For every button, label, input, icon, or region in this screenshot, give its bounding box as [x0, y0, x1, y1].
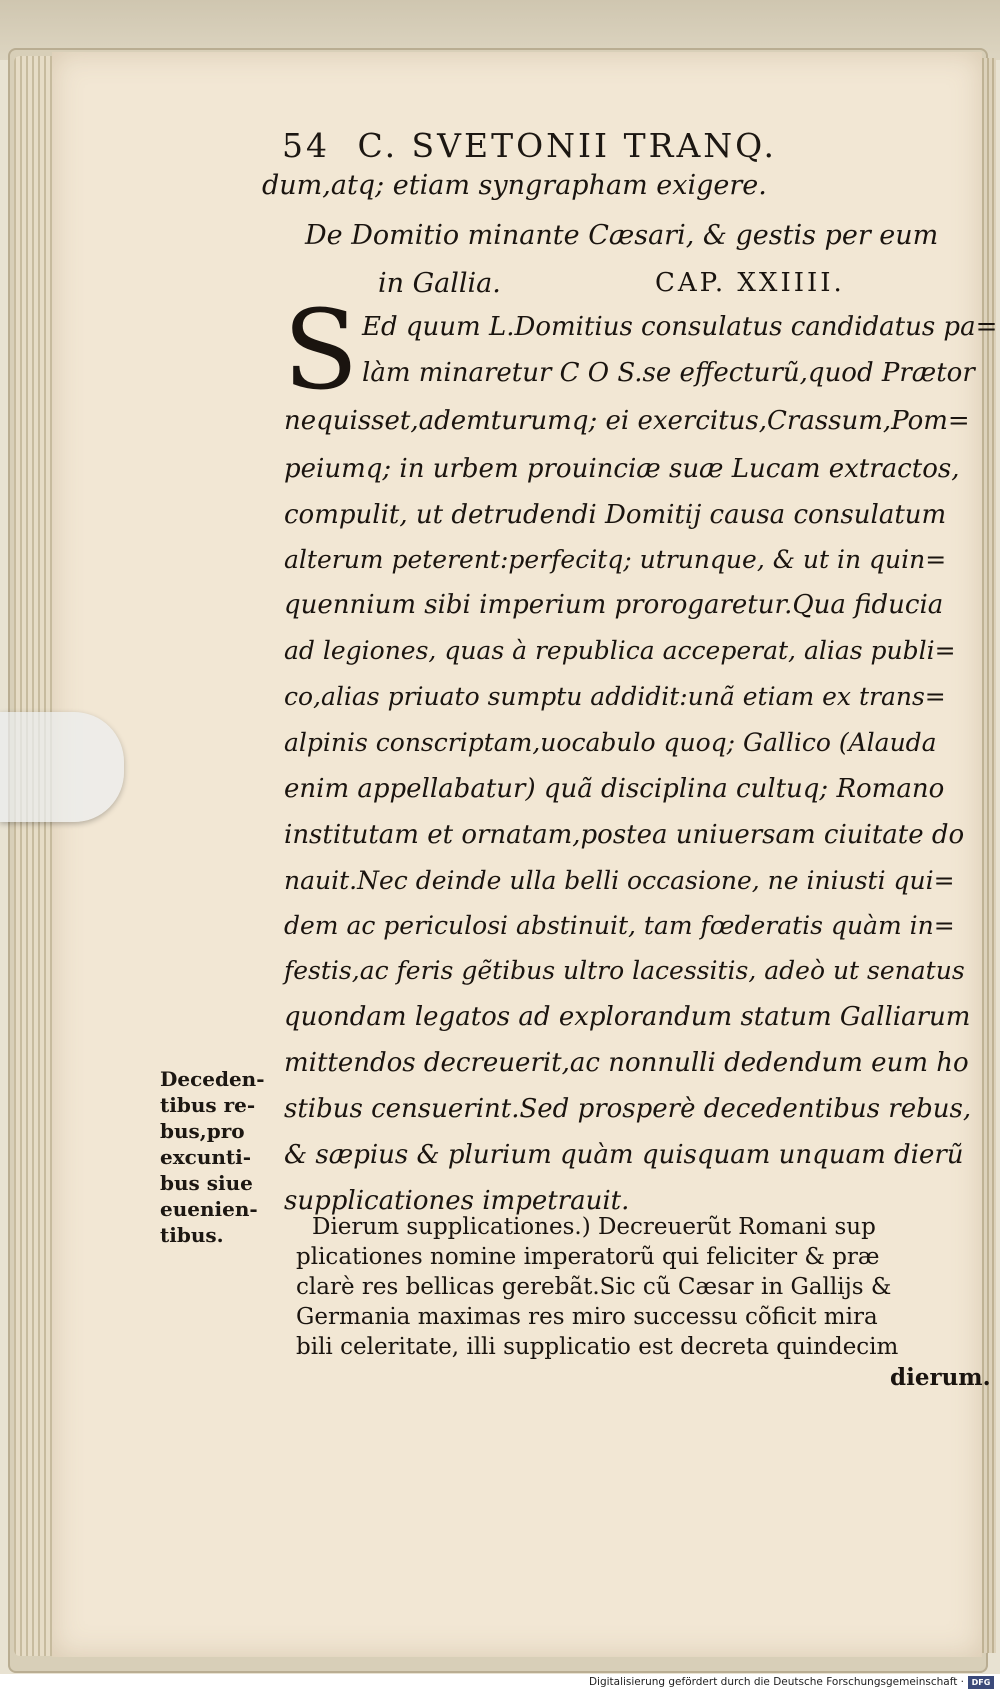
digitization-credit: Digitalisierung gefördert durch die Deutsche Forschungsgemeinschaft ·: [588, 1676, 964, 1688]
body-line-19: & sæpius & plurium quàm quisquam unquam dierũ: [284, 1140, 964, 1170]
continuation-line: dum,atq; etiam syngrapham exigere.: [262, 170, 767, 201]
margin-note-line: excunti-: [160, 1145, 252, 1169]
margin-note-line: tibus re-: [160, 1093, 256, 1117]
running-head: [282, 126, 902, 170]
body-line-11: enim appellabatur) quã disciplina cultuq; Romano: [284, 774, 945, 804]
page-edges-right: [982, 58, 996, 1653]
margin-note-line: bus siue: [160, 1171, 253, 1195]
body-line-5: compulit, ut detrudendi Domitij causa consulatum: [284, 500, 947, 530]
chapter-heading-line2: in Gallia.: [378, 268, 501, 299]
body-line-10: alpinis conscriptam,uocabulo quoq; Gallico (Alauda: [284, 728, 937, 757]
body-line-1: Ed quum L.Domitius consulatus candidatus pa=: [362, 312, 998, 342]
running-title: C. SVETONII TRANQ.: [357, 126, 778, 165]
commentary-line-3: clarè res bellicas gerebãt.Sic cũ Cæsar in Gallijs &: [296, 1274, 892, 1300]
body-line-15: festis,ac feris gẽtibus ultro lacessitis, adeò ut senatus: [284, 956, 965, 985]
body-line-20: supplicationes impetrauit.: [284, 1186, 630, 1216]
chapter-number: CAP. XXIIII.: [655, 268, 845, 298]
margin-note: [160, 1066, 278, 1248]
commentary-line-2: plicationes nomine imperatorũ qui feliciter & præ: [296, 1244, 880, 1270]
body-line-12: institutam et ornatam,postea uniuersam ciuitate do: [284, 820, 965, 850]
body-line-18: stibus censuerint.Sed prosperè decedentibus rebus,: [284, 1094, 972, 1124]
margin-note-line: tibus.: [160, 1223, 224, 1247]
commentary-line-1: Dierum supplicationes.) Decreuerũt Romani sup: [312, 1214, 876, 1240]
dfg-logo: DFG: [968, 1676, 994, 1689]
body-line-16: quondam legatos ad explorandum statum Galliarum: [284, 1002, 971, 1032]
drop-capital: S: [283, 286, 359, 414]
body-line-17: mittendos decreuerit,ac nonnulli dedendum eum ho: [284, 1048, 969, 1078]
commentary-line-4: Germania maximas res miro successu cõficit mira: [296, 1304, 878, 1330]
body-line-14: dem ac periculosi abstinuit, tam fœderatis quàm in=: [284, 911, 955, 940]
body-line-6: alterum peterent:perfecitq; utrunque, & ut in quin=: [284, 545, 947, 574]
page-number: 54: [282, 126, 330, 165]
body-line-7: quennium sibi imperium prorogaretur.Qua fiducia: [284, 590, 944, 620]
body-line-3: nequisset,ademturumq; ei exercitus,Crassum,Pom=: [284, 406, 970, 436]
commentary-line-6: dierum.: [890, 1364, 991, 1391]
body-line-8: ad legiones, quas à republica acceperat, alias publi=: [284, 636, 956, 665]
body-line-2: làm minaretur C O S.se effecturũ,quod Prætor: [362, 358, 975, 388]
page-edges-left: [14, 56, 52, 1656]
margin-note-line: bus,pro: [160, 1119, 245, 1143]
body-line-4: peiumq; in urbem prouinciæ suæ Lucam extractos,: [284, 454, 960, 484]
chapter-heading-line1: De Domitio minante Cæsari, & gestis per eum: [305, 220, 939, 251]
body-line-9: co,alias priuato sumptu addidit:unã etiam ex trans=: [284, 682, 946, 711]
margin-note-line: euenien-: [160, 1197, 258, 1221]
margin-note-line: Deceden-: [160, 1067, 265, 1091]
body-line-13: nauit.Nec deinde ulla belli occasione, ne iniusti qui=: [284, 866, 955, 895]
page-clip: [0, 712, 124, 822]
commentary-line-5: bili celeritate, illi supplicatio est decreta quindecim: [296, 1334, 899, 1360]
